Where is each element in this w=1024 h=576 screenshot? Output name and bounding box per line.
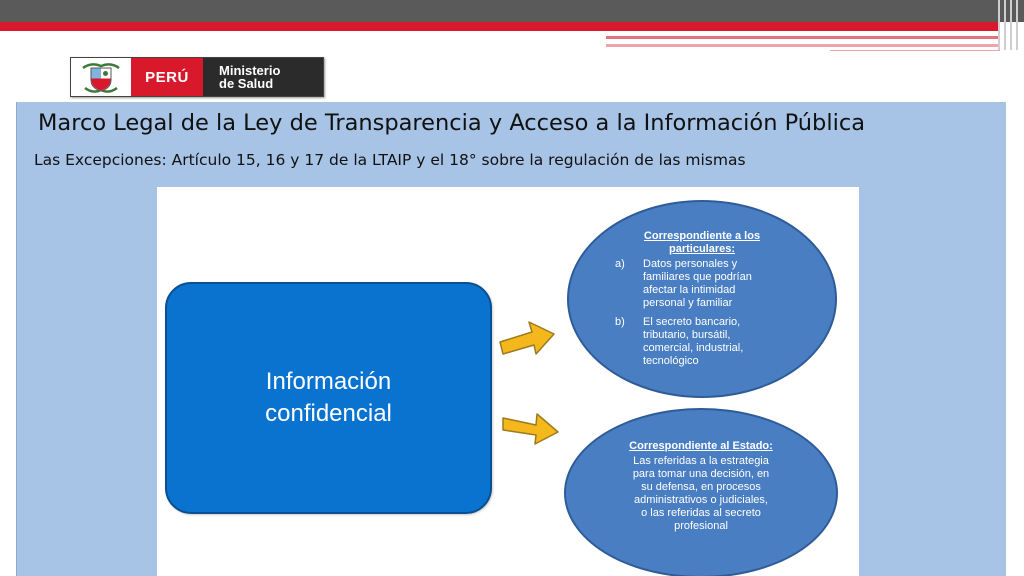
item-line: personal y familiar — [643, 297, 733, 309]
item-line: El secreto bancario, — [643, 316, 741, 328]
estado-ellipse — [564, 408, 838, 576]
ministry-logo — [70, 57, 324, 97]
logo-ministry-line2: de Salud — [219, 76, 274, 91]
top-red-bar — [0, 22, 1000, 31]
logo-ministry-line1: Ministerio — [219, 63, 281, 78]
main-concept-line1: Información — [265, 368, 392, 395]
item-text — [643, 258, 793, 310]
estado-line: administrativos o judiciales, — [634, 494, 768, 506]
slide-title: Marco Legal de la Ley de Transparencia y Acceso a la Información Pública — [38, 110, 865, 136]
estado-line: profesional — [674, 520, 728, 532]
corner-decoration — [994, 0, 1024, 50]
item-line: afectar la intimidad — [643, 284, 736, 296]
item-marker: b) — [615, 316, 625, 328]
slide-subtitle: Las Excepciones: Artículo 15, 16 y 17 de la LTAIP y el 18° sobre la regulación de las mismas — [34, 151, 746, 169]
estado-line: o las referidas al secreto — [641, 507, 761, 519]
decorative-line — [606, 44, 1000, 47]
particulares-heading-line1: Correspondiente a los — [643, 230, 761, 242]
item-line: tecnológico — [643, 355, 699, 367]
item-marker: a) — [615, 258, 625, 270]
particulares-heading-line2: particulares: — [668, 243, 736, 255]
top-gray-bar — [0, 0, 1024, 22]
decorative-line — [830, 50, 1000, 51]
logo-country: PERÚ — [131, 58, 203, 96]
estado-heading: Correspondiente al Estado: — [629, 440, 773, 452]
estado-line: para tomar una decisión, en — [632, 468, 770, 480]
estado-text — [606, 455, 796, 533]
item-text — [643, 316, 793, 368]
estado-line: su defensa, en procesos — [641, 481, 761, 493]
arrow-right-icon — [500, 408, 560, 448]
item-line: Datos personales y — [643, 258, 738, 270]
decorative-line — [606, 36, 1000, 39]
coat-of-arms-icon — [71, 58, 131, 96]
item-line: familiares que podrían — [643, 271, 752, 283]
logo-ministry — [203, 58, 323, 96]
particulares-ellipse — [567, 200, 837, 398]
main-concept-line2: confidencial — [265, 400, 392, 427]
particulares-heading — [569, 230, 835, 256]
estado-line: Las referidas a la estrategia — [633, 455, 769, 467]
arrow-right-icon — [498, 318, 556, 358]
item-line: tributario, bursátil, — [643, 329, 731, 341]
item-line: comercial, industrial, — [643, 342, 744, 354]
main-concept-box — [165, 282, 492, 514]
